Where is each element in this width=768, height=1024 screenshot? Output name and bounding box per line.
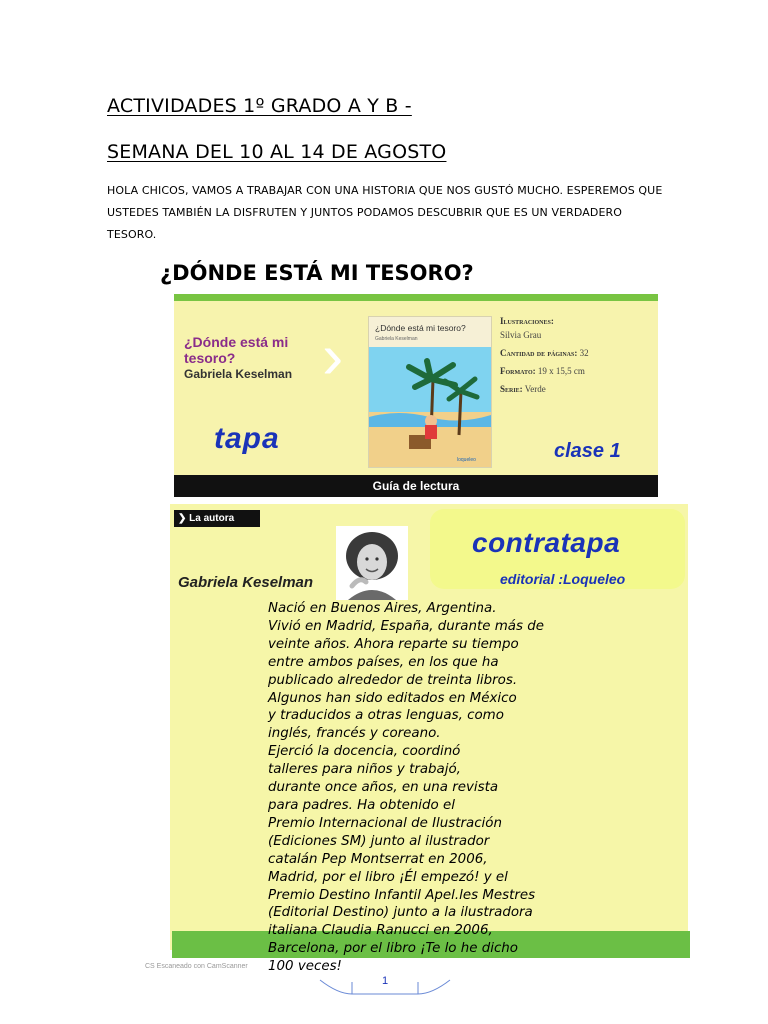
bio-line: catalán Pep Montserrat en 2006, <box>268 851 488 867</box>
cover-author: Gabriela Keselman <box>375 336 418 342</box>
cover-title: ¿Dónde está mi tesoro? <box>375 323 466 333</box>
bio-line: durante once años, en una revista <box>268 780 499 796</box>
bio-line: para padres. Ha obtenido el <box>268 797 455 813</box>
book-cover-image <box>368 316 492 468</box>
contratapa-label: contratapa <box>472 527 621 558</box>
author-portrait <box>336 526 408 600</box>
series-value: Verde <box>524 384 546 394</box>
format-value: 19 x 15,5 cm <box>537 366 585 376</box>
author-name: Gabriela Keselman <box>178 574 314 591</box>
bio-line: (Ediciones SM) junto al ilustrador <box>268 833 490 849</box>
illustrations-label: Ilustraciones: <box>500 316 554 326</box>
pages-value: 32 <box>579 348 589 358</box>
editorial-label: editorial :Loqueleo <box>500 571 626 587</box>
book-info <box>500 314 660 396</box>
bio-line: Barcelona, por el libro ¡Te lo he dicho <box>268 941 518 957</box>
bio-line: talleres para niños y trabajó, <box>268 762 461 778</box>
tapa-label: tapa <box>214 422 280 455</box>
bio-line: entre ambos países, en los que ha <box>268 654 499 670</box>
reading-guide-bar: Guía de lectura <box>174 475 658 497</box>
illustrations-value: Silvia Grau <box>500 330 542 340</box>
bio-line: inglés, francés y coreano. <box>268 726 441 742</box>
banner-book-title: ¿Dónde está mi tesoro? <box>184 334 289 366</box>
format-label: Formato: <box>500 366 536 376</box>
author-tab: ❯ La autora <box>174 510 260 527</box>
pages-label: Cantidad de páginas: <box>500 348 578 358</box>
bio-line: Premio Internacional de Ilustración <box>268 815 502 831</box>
bio-line: Algunos han sido editados en México <box>268 690 517 706</box>
clase-label: clase 1 <box>554 440 621 462</box>
book-guide-banner <box>174 294 658 497</box>
book-heading: ¿DÓNDE ESTÁ MI TESORO? <box>160 261 474 285</box>
banner-top-stripe <box>174 294 658 301</box>
chevron-right-icon: › <box>322 320 344 392</box>
author-photo <box>336 526 408 600</box>
bio-line: (Editorial Destino) junto a la ilustradora <box>268 905 533 921</box>
bio-line: Nació en Buenos Aires, Argentina. <box>268 601 497 616</box>
bio-line: Vivió en Madrid, España, durante más de <box>268 618 544 634</box>
bio-line: 100 veces! <box>268 959 342 975</box>
series-label: Serie: <box>500 384 523 394</box>
bio-line: veinte años. Ahora reparte su tiempo <box>268 636 519 652</box>
bio-line: italiana Claudia Ranucci en 2006, <box>268 923 493 939</box>
bio-line: y traducidos a otras lenguas, como <box>268 708 504 724</box>
bio-line: Ejerció la docencia, coordinó <box>268 744 461 760</box>
author-biography <box>268 600 678 976</box>
page-number: 1 <box>381 975 389 987</box>
bio-line: Premio Destino Infantil Apel.les Mestres <box>268 887 536 903</box>
scanner-watermark: CS Escaneado con CamScanner <box>145 963 248 970</box>
bio-line: publicado alrededor de treinta libros. <box>268 672 518 688</box>
title-line-2: SEMANA DEL 10 AL 14 DE AGOSTO <box>107 141 447 163</box>
intro-paragraph: HOLA CHICOS, VAMOS A TRABAJAR CON UNA HISTORIA QUE NOS GUSTÓ MUCHO. ESPEREMOS QUE USTEDES TAMBIÉN LA DISFRUTEN Y JUNTOS PODAMOS DESCUBRIR QUE ES UN VERDADERO TESORO. <box>107 184 663 241</box>
banner-author: Gabriela Keselman <box>184 367 293 381</box>
cover-brand: loqueleo <box>457 457 476 463</box>
bio-line: Madrid, por el libro ¡Él empezó! y el <box>268 869 508 885</box>
title-line-1: ACTIVIDADES 1º GRADO A Y B - <box>107 95 412 117</box>
